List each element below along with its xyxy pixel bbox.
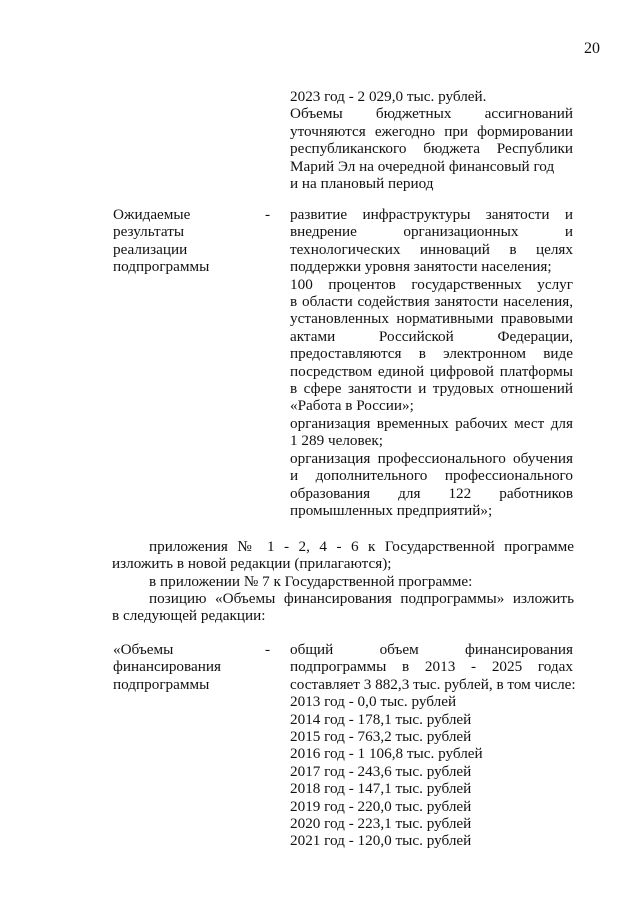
year-line: 2021 год - 120,0 тыс. рублей xyxy=(290,832,472,850)
text-line: 1 289 человек; xyxy=(290,432,383,450)
text-line: подпрограммы в 2013 - 2025 годах xyxy=(290,658,573,676)
year-line: 2019 год - 220,0 тыс. рублей xyxy=(290,797,472,815)
label-dash: - xyxy=(265,641,271,658)
body-paragraph xyxy=(112,538,574,573)
text-line: предоставляются в электронном виде xyxy=(290,345,573,363)
text-line: промышленных предприятий»; xyxy=(290,501,493,519)
label-line: Ожидаемые xyxy=(113,206,191,223)
label-line: подпрограммы xyxy=(113,675,210,693)
text-line: организация временных рабочих мест для xyxy=(290,414,573,432)
text-line: 2023 год - 2 029,0 тыс. рублей. xyxy=(290,88,487,105)
text-line: Марий Эл на очередной финансовый год xyxy=(290,157,555,175)
text-line: развитие инфраструктуры занятости и xyxy=(290,206,573,223)
text-line: в сфере занятости и трудовых отношений xyxy=(290,380,573,398)
year-line: 2020 год - 223,1 тыс. рублей xyxy=(290,815,472,833)
section-label xyxy=(113,641,263,693)
text-line: и на плановый период xyxy=(290,175,434,193)
text-line: «Работа в России»; xyxy=(290,397,414,415)
paragraph-line: изложить в новой редакции (прилагаются); xyxy=(112,555,392,573)
label-line: «Объемы xyxy=(113,641,174,658)
text-line: уточняются ежегодно при формировании xyxy=(290,122,573,140)
text-line: технологических инноваций в целях xyxy=(290,240,573,258)
text-line: общий объем финансирования xyxy=(290,641,573,658)
body-paragraph xyxy=(112,573,574,590)
text-line: республиканского бюджета Республики xyxy=(290,140,573,158)
paragraph-line: в следующей редакции: xyxy=(112,607,266,625)
text-line: и дополнительного профессионального xyxy=(290,467,573,485)
year-line: 2017 год - 243,6 тыс. рублей xyxy=(290,762,472,780)
section-value xyxy=(290,206,573,519)
year-line: 2018 год - 147,1 тыс. рублей xyxy=(290,780,472,798)
text-line: 100 процентов государственных услуг xyxy=(290,275,573,293)
year-line: 2014 год - 178,1 тыс. рублей xyxy=(290,710,472,728)
text-line: организация профессионального обучения xyxy=(290,449,573,467)
body-paragraph xyxy=(112,590,574,625)
year-line: 2013 год - 0,0 тыс. рублей xyxy=(290,693,457,711)
year-line: 2016 год - 1 106,8 тыс. рублей xyxy=(290,745,483,763)
paragraph-line: в приложении № 7 к Государственной программе: xyxy=(149,573,473,590)
paragraph-line: приложения № 1 - 2, 4 - 6 к Государственной программе xyxy=(149,538,574,555)
label-line: результаты xyxy=(113,223,185,241)
text-line: установленных нормативными правовыми xyxy=(290,310,573,328)
label-line: финансирования xyxy=(113,658,221,676)
label-line: реализации xyxy=(113,240,188,258)
paragraph-line: позицию «Объемы финансирования подпрограммы» изложить xyxy=(149,590,574,607)
year-line: 2015 год - 763,2 тыс. рублей xyxy=(290,728,472,746)
page-number: 20 xyxy=(584,40,600,57)
text-line: Объемы бюджетных ассигнований xyxy=(290,105,573,123)
section-label xyxy=(113,206,263,276)
label-line: подпрограммы xyxy=(113,258,210,276)
text-line: образования для 122 работников xyxy=(290,484,573,502)
text-line: внедрение организационных и xyxy=(290,223,573,241)
text-line: в области содействия занятости населения, xyxy=(290,293,573,311)
text-line: поддержки уровня занятости населения; xyxy=(290,258,552,276)
text-line: составляет 3 882,3 тыс. рублей, в том числе: xyxy=(290,675,576,693)
label-dash: - xyxy=(265,206,271,223)
text-line: посредством единой цифровой платформы xyxy=(290,362,573,380)
section-value xyxy=(290,641,576,850)
text-line: актами Российской Федерации, xyxy=(290,327,573,345)
continuation-text xyxy=(290,88,573,192)
